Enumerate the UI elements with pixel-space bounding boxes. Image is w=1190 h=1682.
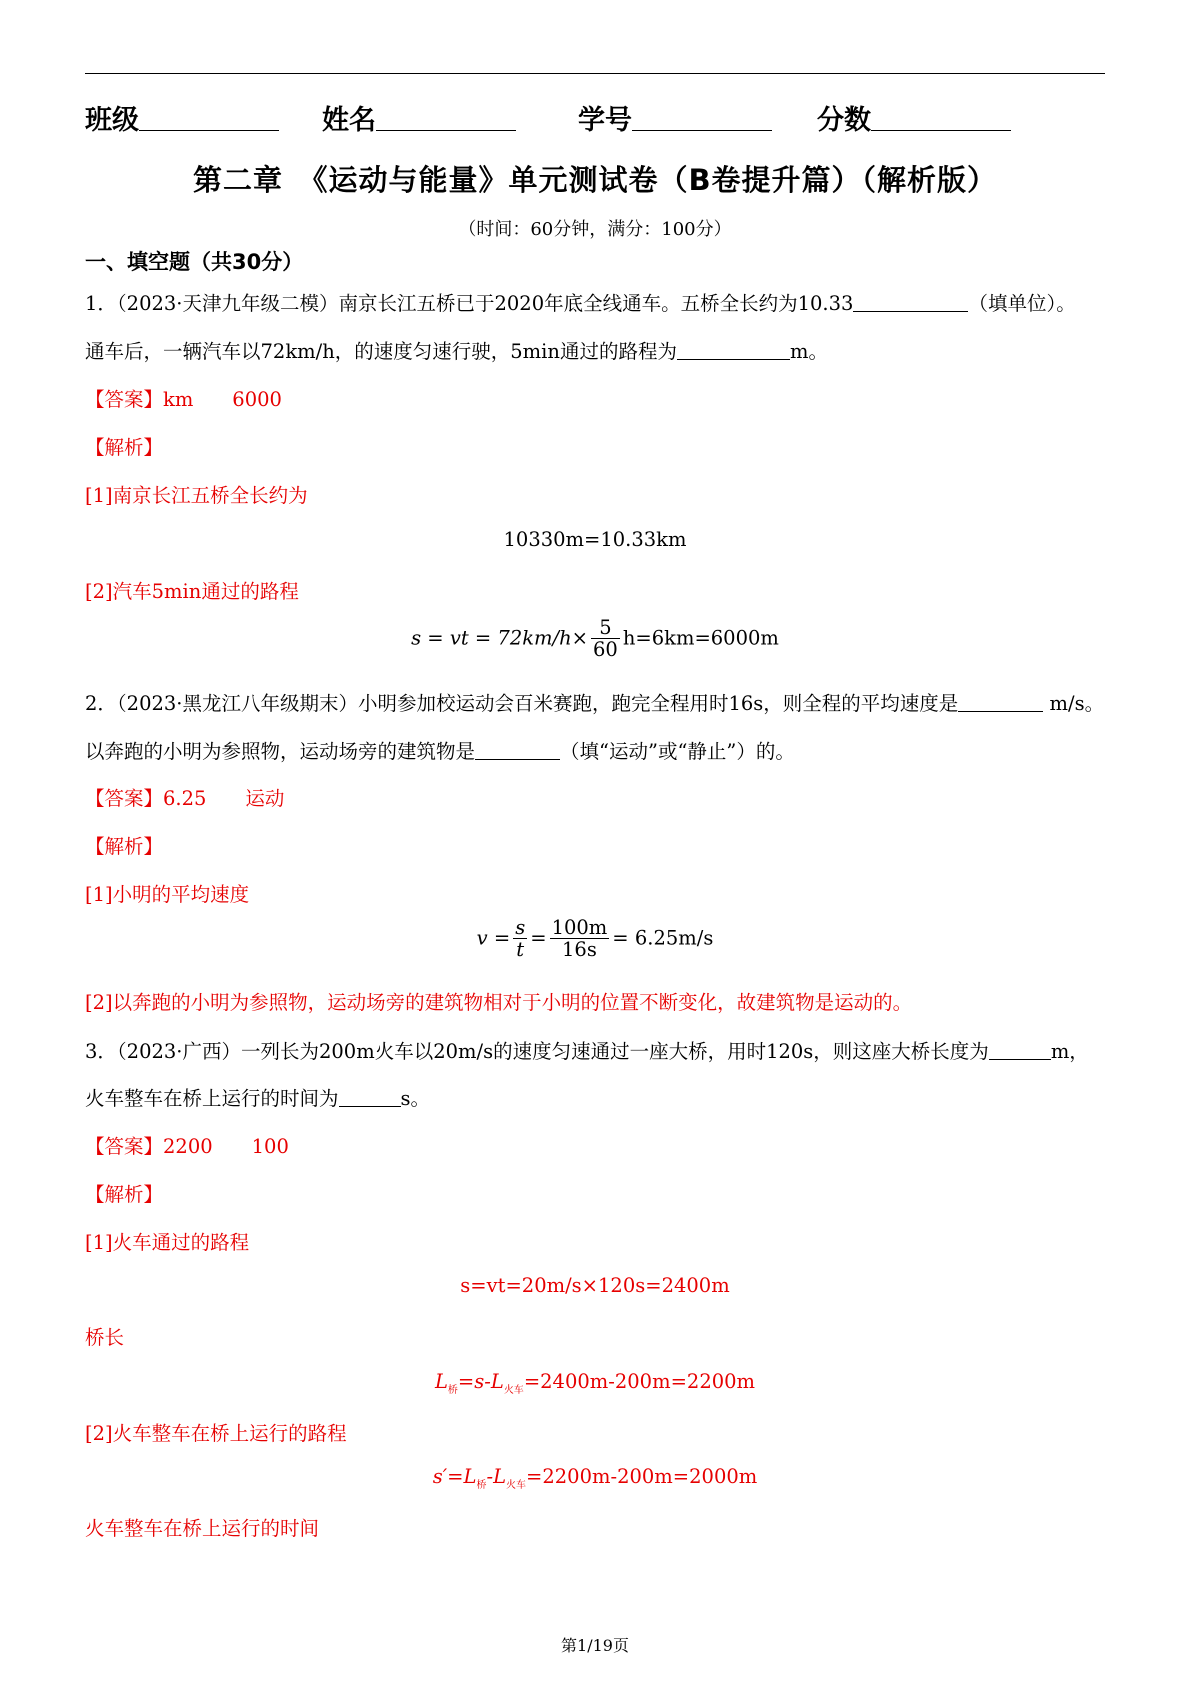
page-title: 第二章 《运动与能量》单元测试卷（B卷提升篇）（解析版） (192, 163, 998, 197)
id-field: 学号 (578, 98, 772, 137)
q3-blank2 (339, 1086, 401, 1107)
score-field: 分数 (817, 98, 1011, 137)
q3-line1: 3．（2023·广西）一列长为200m火车以20m/s的速度匀速通过一座大桥，用时120s，则这座大桥长度为 m， (85, 1040, 1089, 1063)
fraction: $\frac{100m}{16s}$ (551, 916, 608, 962)
q1-step1: [1]南京长江五桥全长约为 (85, 484, 308, 507)
q1-eq1: 10330m=10.33km (503, 528, 687, 551)
q3-eq1: s=vt=20m/s×120s=2400m (460, 1274, 730, 1297)
q3-bridge-label: 桥长 (85, 1326, 125, 1349)
q2-blank2 (475, 739, 560, 760)
q1-eq2: s = vt = 72km/h× $\frac{5}{60}$ h=6km=6000m (411, 616, 779, 662)
q2-step2: [2]以奔跑的小明为参照物，运动场旁的建筑物相对于小明的位置不断变化，故建筑物是运动的。 (85, 991, 913, 1014)
q2-answer: 【答案】6.25 运动 (85, 787, 285, 810)
q3-line2: 火车整车在桥上运行的时间为 s。 (85, 1087, 431, 1110)
q2-eq1: v = $\frac{s}{t}$ = $\frac{100m}{16s}$ = 6.25m/s (476, 916, 714, 962)
q1-analysis: 【解析】 (85, 436, 164, 459)
q2-line1: 2．（2023·黑龙江八年级期末）小明参加校运动会百米赛跑，跑完全程用时16s，则全程的平均速度是 m/s。 (85, 692, 1105, 715)
score-blank (871, 102, 1011, 131)
fraction: $\frac{5}{60}$ (593, 616, 618, 662)
class-field: 班级 (85, 98, 279, 137)
fraction: $\frac{s}{t}$ (515, 916, 526, 962)
q2-analysis: 【解析】 (85, 835, 164, 858)
q1-step2: [2]汽车5min通过的路程 (85, 580, 299, 603)
section-title: 一、填空题（共30分） (85, 250, 304, 274)
q3-eq2: $L_桥=s-L_{火车}=2400m-200m=2200m$ (434, 1370, 756, 1396)
q3-blank1 (989, 1039, 1051, 1060)
q1-blank2 (677, 339, 790, 360)
page-subtitle: （时间：60分钟，满分：100分） (458, 219, 732, 240)
student-info-row (85, 98, 1105, 138)
q3-eq3: $s'=L_桥-L_{火车}=2200m-200m=2000m$ (432, 1465, 758, 1491)
q3-answer: 【答案】2200 100 (85, 1135, 289, 1158)
q3-analysis: 【解析】 (85, 1183, 164, 1206)
page-number: 第1/19页 (561, 1636, 629, 1655)
name-blank (376, 102, 516, 131)
header-rule (85, 73, 1105, 74)
id-blank (632, 102, 772, 131)
q3-step2: [2]火车整车在桥上运行的路程 (85, 1422, 347, 1445)
q1-blank1 (853, 291, 968, 312)
name-field: 姓名 (322, 98, 516, 137)
q2-line2: 以奔跑的小明为参照物，运动场旁的建筑物是 （填“运动”或“静止”）的。 (85, 740, 795, 763)
q1-line1: 1．（2023·天津九年级二模）南京长江五桥已于2020年底全线通车。五桥全长约为10.33 （填单位）。 (85, 292, 1076, 315)
class-blank (139, 102, 279, 131)
q3-step3: 火车整车在桥上运行的时间 (85, 1517, 320, 1540)
q2-blank1 (958, 691, 1043, 712)
q1-line2: 通车后，一辆汽车以72km/h，的速度匀速行驶，5min通过的路程为 m。 (85, 340, 828, 363)
q2-step1: [1]小明的平均速度 (85, 883, 250, 906)
q3-step1: [1]火车通过的路程 (85, 1231, 250, 1254)
q1-answer: 【答案】km 6000 (85, 388, 282, 411)
